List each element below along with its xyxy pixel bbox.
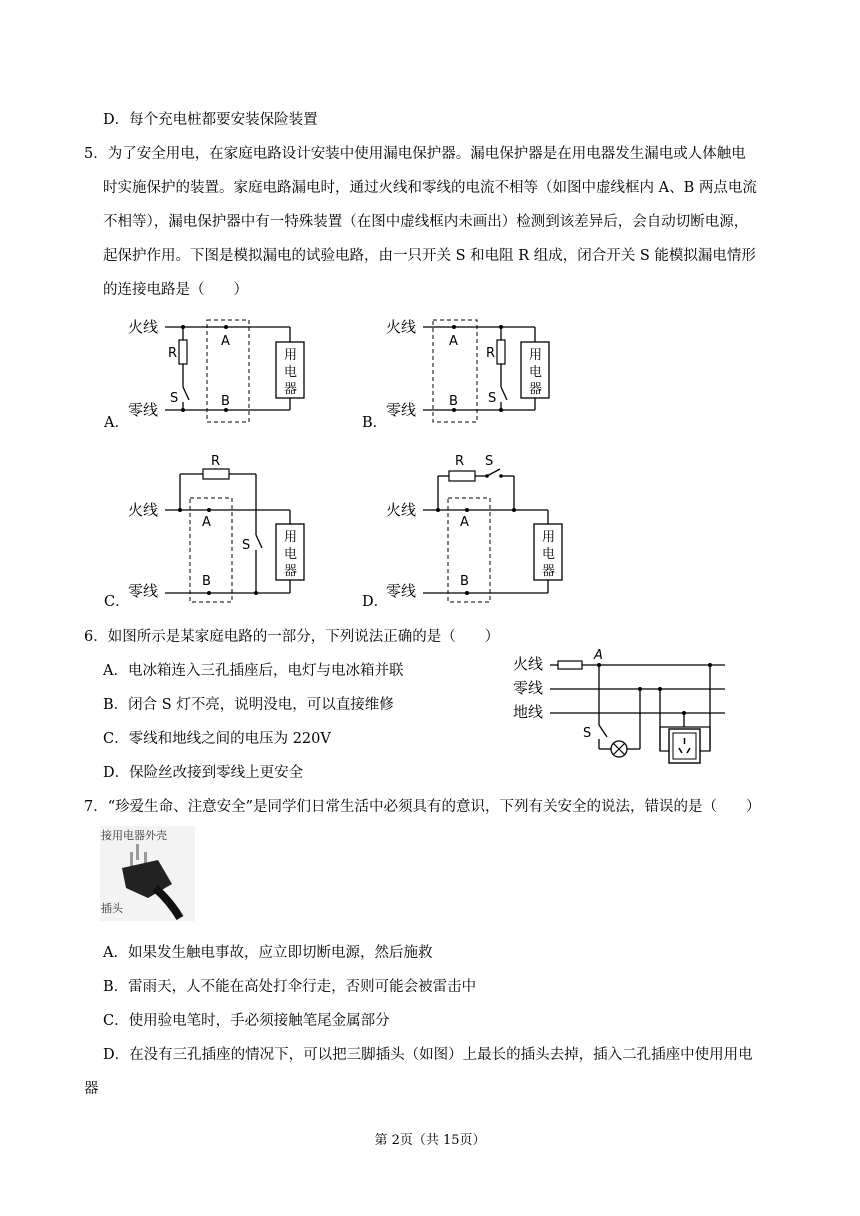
svg-text:A: A	[594, 648, 603, 663]
q5-stem-line-4: 起保护作用。下图是模拟漏电的试验电路，由一只开关 S 和电阻 R 组成，闭合开关 S 能模拟漏电情形	[103, 248, 756, 264]
q7-stem: 7．“珍爱生命、注意安全”是同学们日常生活中必须具有的意识，下列有关安全的说法，错误的是（ ）	[84, 799, 761, 815]
svg-text:用: 用	[542, 530, 556, 545]
svg-text:电: 电	[542, 547, 556, 562]
svg-text:火线: 火线	[386, 501, 417, 519]
svg-text:火线: 火线	[386, 318, 417, 336]
plug-caption-bottom: 插头	[101, 902, 123, 915]
q7-plug-photo	[100, 826, 195, 921]
q7-option-d-line-1: D．在没有三孔插座的情况下，可以把三脚插头（如图）上最长的插头去掉，插入二孔插座中使用用电	[103, 1047, 753, 1063]
q7-option-b: B．雷雨天，人不能在高处打伞行走，否则可能会被雷击中	[103, 979, 477, 995]
q5-label-d: D．	[362, 594, 389, 610]
dashed-box	[190, 498, 232, 602]
svg-text:器: 器	[542, 564, 556, 579]
resistor-r	[203, 469, 229, 479]
fire-wire-label: 火线	[128, 318, 159, 336]
svg-text:A: A	[449, 334, 458, 349]
svg-text:B: B	[221, 394, 230, 409]
neutral-wire-label: 零线	[128, 401, 159, 419]
svg-text:A: A	[221, 334, 230, 349]
q6-option-c: C．零线和地线之间的电压为 220V	[103, 731, 331, 747]
switch-s	[256, 535, 262, 548]
svg-text:零线: 零线	[128, 582, 159, 600]
svg-text:B: B	[460, 574, 469, 589]
svg-text:R: R	[486, 346, 496, 361]
svg-text:A: A	[460, 515, 469, 530]
dashed-box	[448, 498, 490, 602]
q5-label-b: B．	[362, 415, 388, 431]
q6-option-a: A．电冰箱连入三孔插座后，电灯与电冰箱并联	[103, 663, 404, 679]
svg-text:A: A	[202, 515, 211, 530]
switch-s	[501, 387, 507, 400]
q7-option-a: A．如果发生触电事故，应立即切断电源，然后施救	[103, 945, 433, 961]
q5-label-c: C．	[104, 594, 130, 610]
q6-stem: 6．如图所示是某家庭电路的一部分，下列说法正确的是（ ）	[84, 629, 500, 645]
q6-circuit	[510, 645, 735, 775]
svg-text:S: S	[488, 391, 497, 406]
q5-stem-line-5: 的连接电路是（ ）	[103, 282, 248, 298]
svg-text:S: S	[170, 391, 179, 406]
q4-option-d: D．每个充电桩都要安装保险装置	[103, 112, 318, 128]
fire-wire-label: 火线	[513, 655, 544, 673]
q7-option-c: C．使用验电笔时，手必须接触笔尾金属部分	[103, 1013, 390, 1029]
svg-text:电: 电	[529, 365, 543, 380]
svg-text:火线: 火线	[128, 501, 159, 519]
svg-text:器: 器	[284, 564, 298, 579]
resistor-r	[497, 340, 505, 364]
q5-stem-line-3: 不相等），漏电保护器中有一特殊装置（在图中虚线框内未画出）检测到该差异后，会自动切断电源，	[103, 214, 749, 230]
svg-text:用: 用	[284, 530, 298, 545]
q5-circuit-b	[383, 312, 573, 432]
svg-text:零线: 零线	[386, 582, 417, 600]
ground-wire-label: 地线	[513, 703, 544, 721]
svg-text:B: B	[449, 394, 458, 409]
resistor-r	[179, 340, 187, 364]
q5-circuit-d	[383, 448, 573, 608]
svg-text:S: S	[583, 726, 592, 741]
svg-text:R: R	[211, 454, 221, 469]
q6-option-d: D．保险丝改接到零线上更安全	[103, 765, 304, 781]
switch-s	[183, 387, 189, 400]
svg-text:器: 器	[284, 382, 298, 397]
q5-circuit-c	[125, 448, 315, 608]
switch-s	[599, 725, 607, 737]
plug-caption-top: 接用电器外壳	[101, 829, 167, 842]
q5-stem-line-2: 时实施保护的装置。家庭电路漏电时，通过火线和零线的电流不相等（如图中虚线框内 A、B 两点电流	[103, 180, 757, 196]
q6-option-b: B．闭合 S 灯不亮，说明没电，可以直接维修	[103, 697, 394, 713]
svg-text:用: 用	[284, 348, 298, 363]
svg-text:电: 电	[284, 365, 298, 380]
neutral-wire-label: 零线	[513, 679, 544, 697]
svg-text:零线: 零线	[386, 401, 417, 419]
svg-text:S: S	[242, 538, 251, 553]
fuse	[558, 661, 582, 669]
q5-circuit-a	[125, 312, 315, 432]
svg-text:R: R	[168, 346, 178, 361]
svg-text:用: 用	[529, 348, 543, 363]
resistor-r	[449, 471, 475, 481]
q5-label-a: A．	[104, 415, 129, 431]
svg-text:器: 器	[529, 382, 543, 397]
q7-option-d-line-2: 器	[84, 1081, 99, 1097]
svg-text:S: S	[485, 454, 494, 469]
svg-text:B: B	[202, 574, 211, 589]
svg-text:R: R	[455, 454, 465, 469]
q5-stem-line-1: 5．为了安全用电，在家庭电路设计安装中使用漏电保护器。漏电保护器是在用电器发生漏电或人体触电	[84, 146, 746, 162]
svg-text:电: 电	[284, 547, 298, 562]
switch-s	[487, 469, 500, 476]
page-footer: 第 2页（共 15页）	[374, 1133, 486, 1148]
